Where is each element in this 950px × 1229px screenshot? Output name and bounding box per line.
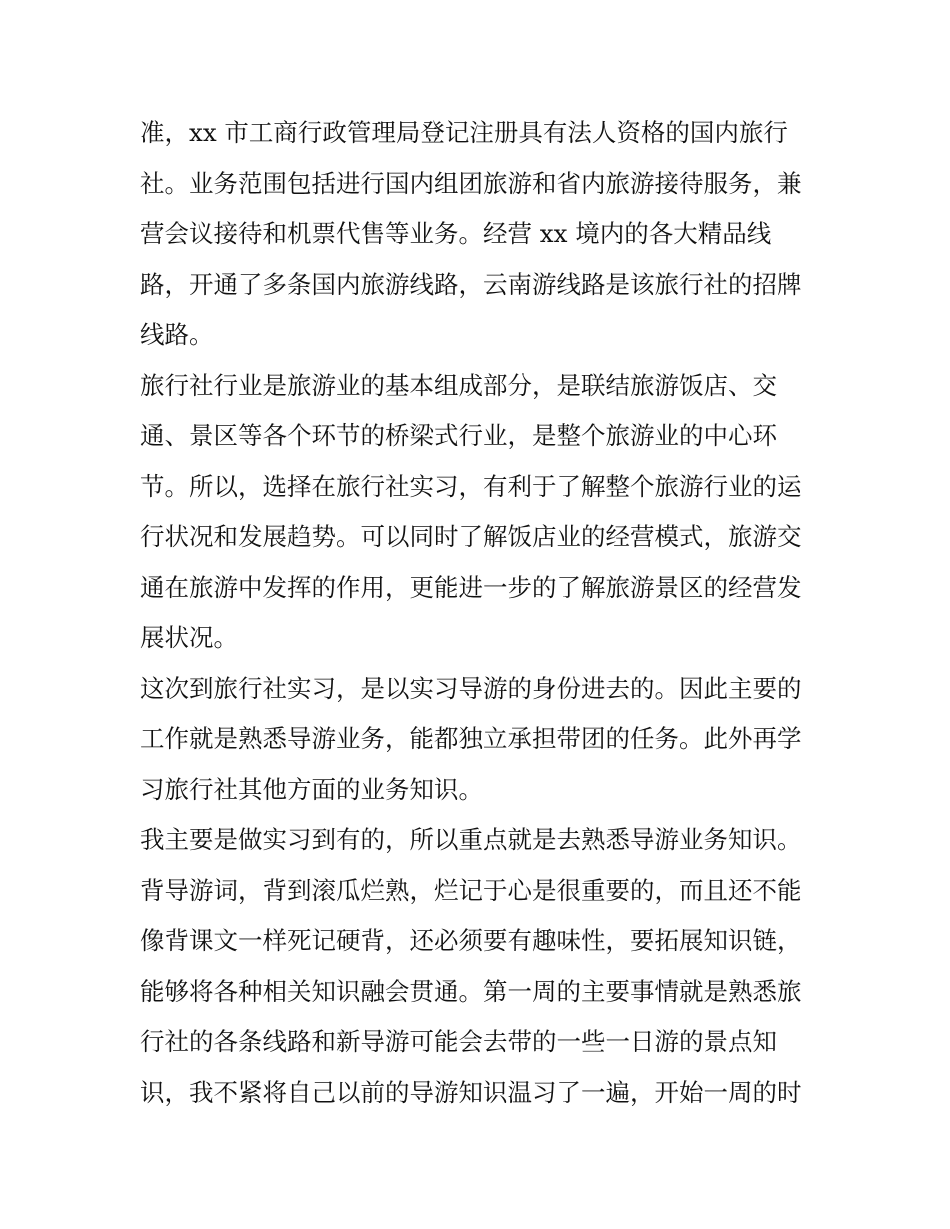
text-line: 通、景区等各个环节的桥梁式行业，是整个旅游业的中心环 (140, 421, 777, 450)
text-line: 工作就是熟悉导游业务，能都独立承担带团的任务。此外再学 (140, 724, 802, 753)
text-line: 展状况。 (140, 623, 238, 652)
text-line: 能够将各种相关知识融会贯通。第一周的主要事情就是熟悉旅 (140, 976, 802, 1006)
text-line: 路，开通了多条国内旅游线路，云南游线路是该旅行社的招牌 (140, 269, 802, 299)
text-line: 行状况和发展趋势。可以同时了解饭店业的经营模式，旅游交 (140, 522, 802, 551)
text-line: 习旅行社其他方面的业务知识。 (140, 774, 483, 804)
text-line: 识，我不紧将自己以前的导游知识温习了一遍，开始一周的时 (140, 1077, 802, 1107)
document-body (140, 108, 820, 1118)
text-line: 背导游词，背到滚瓜烂熟，烂记于心是很重要的，而且还不能 (140, 875, 802, 905)
text-line: 社。业务范围包括进行国内组团旅游和省内旅游接待服务，兼 (140, 168, 802, 198)
text-line: 行社的各条线路和新导游可能会去带的一些一日游的景点知 (140, 1027, 777, 1056)
text-line: 这次到旅行社实习，是以实习导游的身份进去的。因此主要的 (140, 673, 802, 703)
text-line: 像背课文一样死记硬背，还必须要有趣味性，要拓展知识链， (140, 926, 802, 955)
text-line: 通在旅游中发挥的作用，更能进一步的了解旅游景区的经营发 (140, 572, 802, 602)
text-line: 准，xx 市工商行政管理局登记注册具有法人资格的国内旅行 (140, 118, 788, 147)
text-line: 节。所以，选择在旅行社实习，有利于了解整个旅游行业的运 (140, 471, 802, 501)
text-line: 线路。 (140, 320, 214, 349)
text-line: 旅行社行业是旅游业的基本组成部分，是联结旅游饭店、交 (140, 370, 777, 400)
text-line: 营会议接待和机票代售等业务。经营 xx 境内的各大精品线 (140, 219, 772, 248)
text-line: 我主要是做实习到有的，所以重点就是去熟悉导游业务知识。 (140, 825, 802, 854)
